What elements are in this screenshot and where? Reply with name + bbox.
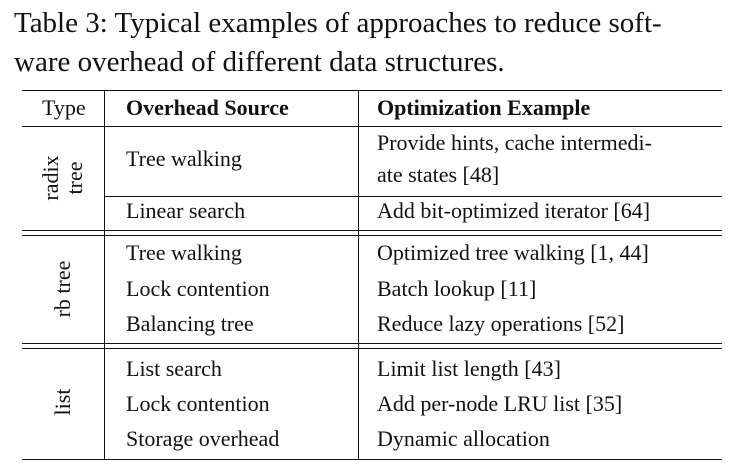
type-label-rb-tree: rb tree [50,260,75,318]
table-row-example: Add bit-optimized iterator [64] [377,198,651,223]
header-optimization-example: Optimization Example [377,95,591,120]
table-row-example: Optimized tree walking [1, 44] [377,240,649,265]
group-rule-2b [22,348,722,349]
group-rule-2a [22,343,722,344]
type-label-radix-tree [39,143,87,213]
top-rule [22,90,722,91]
header-overhead-source: Overhead Source [126,95,289,120]
table-row-source: Lock contention [126,276,270,301]
type-label-tree: tree [62,161,87,195]
header-rule [22,126,722,127]
table-row-example: Reduce lazy operations [52] [377,311,625,336]
table-row-example: Add per-node LRU list [35] [377,391,623,416]
table-row-example: Dynamic allocation [377,426,550,451]
source-column-rule [358,90,359,459]
table-row-source: Storage overhead [126,426,280,451]
group-rule-1b [22,235,722,236]
header-type: Type [42,95,86,120]
bottom-rule [22,459,722,460]
caption-line-1: Table 3: Typical examples of approaches to reduce soft- [14,7,662,39]
table-row-source: List search [126,356,222,381]
type-column-rule [104,90,105,459]
table-row-source: Lock contention [126,391,270,416]
table-row-example: Batch lookup [11] [377,276,537,301]
table-row-example: Provide hints, cache intermedi- [377,130,652,155]
data-structures-table [22,90,722,462]
table-row-source: Tree walking [126,240,242,265]
table-caption [14,4,744,82]
caption-line-2: ware overhead of different data structures. [14,46,505,78]
group-rule-1a [22,230,722,231]
table-row-example: Limit list length [43] [377,356,561,381]
type-label-list: list [50,388,75,416]
table-row-source: Linear search [126,198,246,223]
table-row-source: Tree walking [126,146,242,171]
table-row-example-cont: ate states [48] [377,162,500,187]
type-label-radix: radix [38,155,63,201]
table-row-source: Balancing tree [126,311,254,336]
